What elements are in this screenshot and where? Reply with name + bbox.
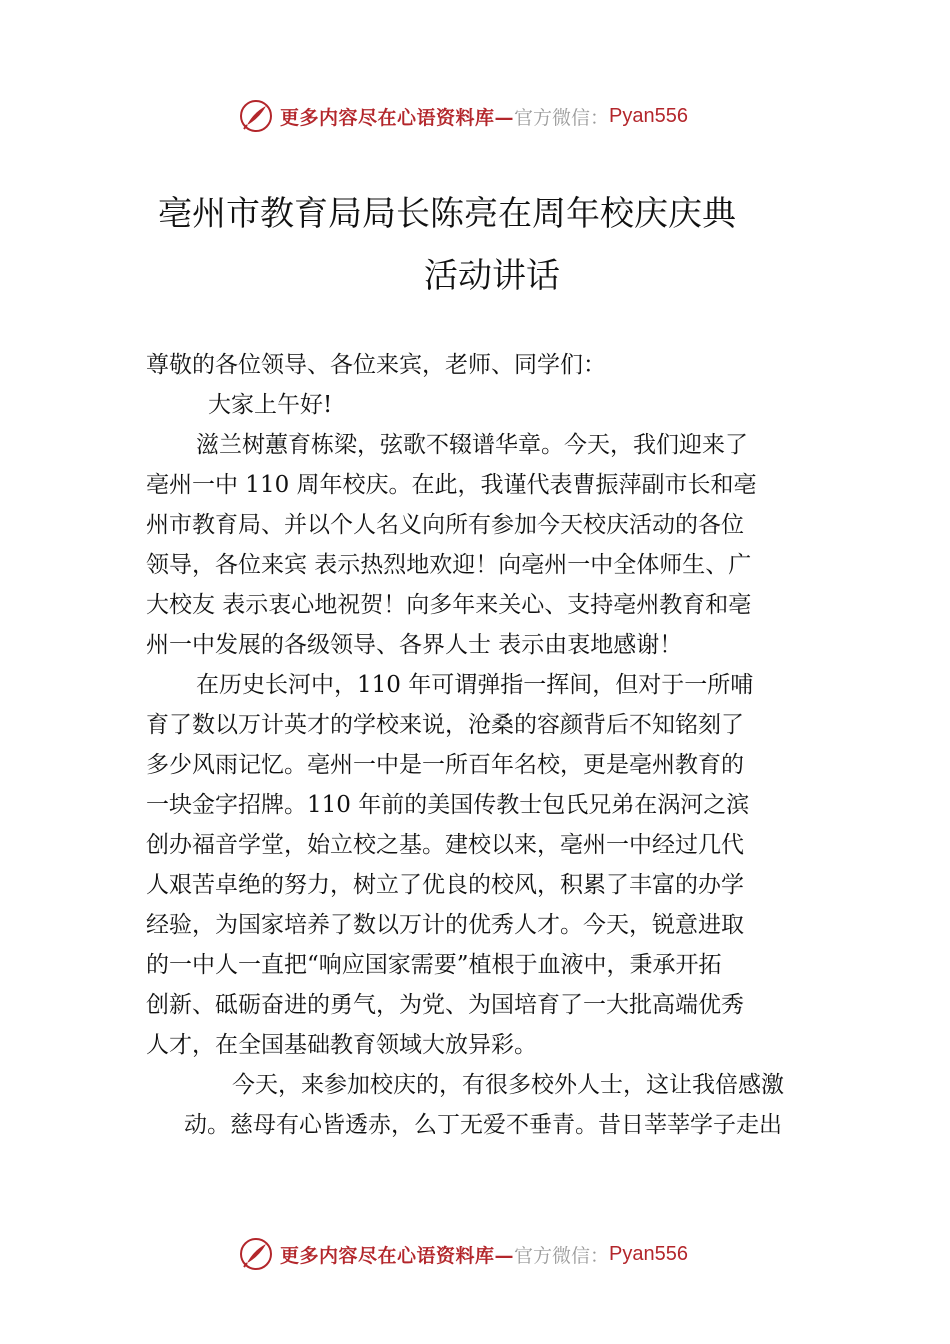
body-line: 领导，各位来宾 表示热烈地欢迎！向亳州一中全体师生、广 <box>146 552 752 578</box>
body-line: 创办福音学堂，始立校之基。建校以来，亳州一中经过几代 <box>146 832 744 858</box>
body-line: 州一中发展的各级领导、各界人士 表示由衷地感谢！ <box>146 632 683 658</box>
banner-wechat-id: Pyan556 <box>609 104 688 127</box>
body-line: 育了数以万计英才的学校来说，沧桑的容颜背后不知铭刻了 <box>146 712 744 738</box>
header-banner <box>238 96 688 136</box>
body-line: 动。慈母有心皆透赤，么丁无爱不垂青。昔日莘莘学子走出 <box>184 1112 782 1138</box>
body-line: 大家上午好! <box>208 392 333 418</box>
body-line: 尊敬的各位领导、各位来宾，老师、同学们： <box>146 352 606 378</box>
banner-text: 更多内容尽在心语资料库— <box>280 1244 515 1267</box>
body-line: 今天，来参加校庆的，有很多校外人士，这让我倍感激 <box>232 1072 784 1098</box>
body-line: 多少风雨记忆。亳州一中是一所百年名校，更是亳州教育的 <box>146 752 744 778</box>
banner-text: 更多内容尽在心语资料库— <box>280 106 515 129</box>
body-line: 大校友 表示衷心地祝贺！向多年来关心、支持亳州教育和亳 <box>146 592 752 618</box>
page-title-line-1: 亳州市教育局局长陈亮在周年校庆庆典 <box>158 194 736 234</box>
footer-banner <box>238 1234 688 1274</box>
quill-logo-icon <box>238 1236 274 1272</box>
body-line: 人才，在全国基础教育领域大放异彩。 <box>146 1032 537 1058</box>
body-line: 在历史长河中，110 年可谓弹指一挥间，但对于一所哺 <box>196 672 754 698</box>
body-line: 人艰苦卓绝的努力，树立了优良的校风，积累了丰富的办学 <box>146 872 744 898</box>
body-line: 滋兰树蕙育栋梁，弦歌不辍谱华章。今天，我们迎来了 <box>196 432 748 458</box>
body-line: 创新、砥砺奋进的勇气，为党、为国培育了一大批高端优秀 <box>146 992 744 1018</box>
body-line: 一块金字招牌。110 年前的美国传教士包氏兄弟在涡河之滨 <box>146 792 750 818</box>
banner-wechat-label: 官方微信： <box>514 1244 610 1267</box>
quill-logo-icon <box>238 98 274 134</box>
body-line: 的一中人一直把“响应国家需要”植根于血液中，秉承开拓 <box>146 952 722 978</box>
banner-wechat-label: 官方微信： <box>514 106 610 129</box>
body-line: 州市教育局、并以个人名义向所有参加今天校庆活动的各位 <box>146 512 744 538</box>
body-line: 亳州一中 110 周年校庆。在此，我谨代表曹振萍副市长和亳 <box>146 472 757 498</box>
banner-wechat-id: Pyan556 <box>609 1242 688 1265</box>
body-line: 经验，为国家培养了数以万计的优秀人才。今天，锐意进取 <box>146 912 744 938</box>
page-title-line-2: 活动讲话 <box>424 256 560 296</box>
